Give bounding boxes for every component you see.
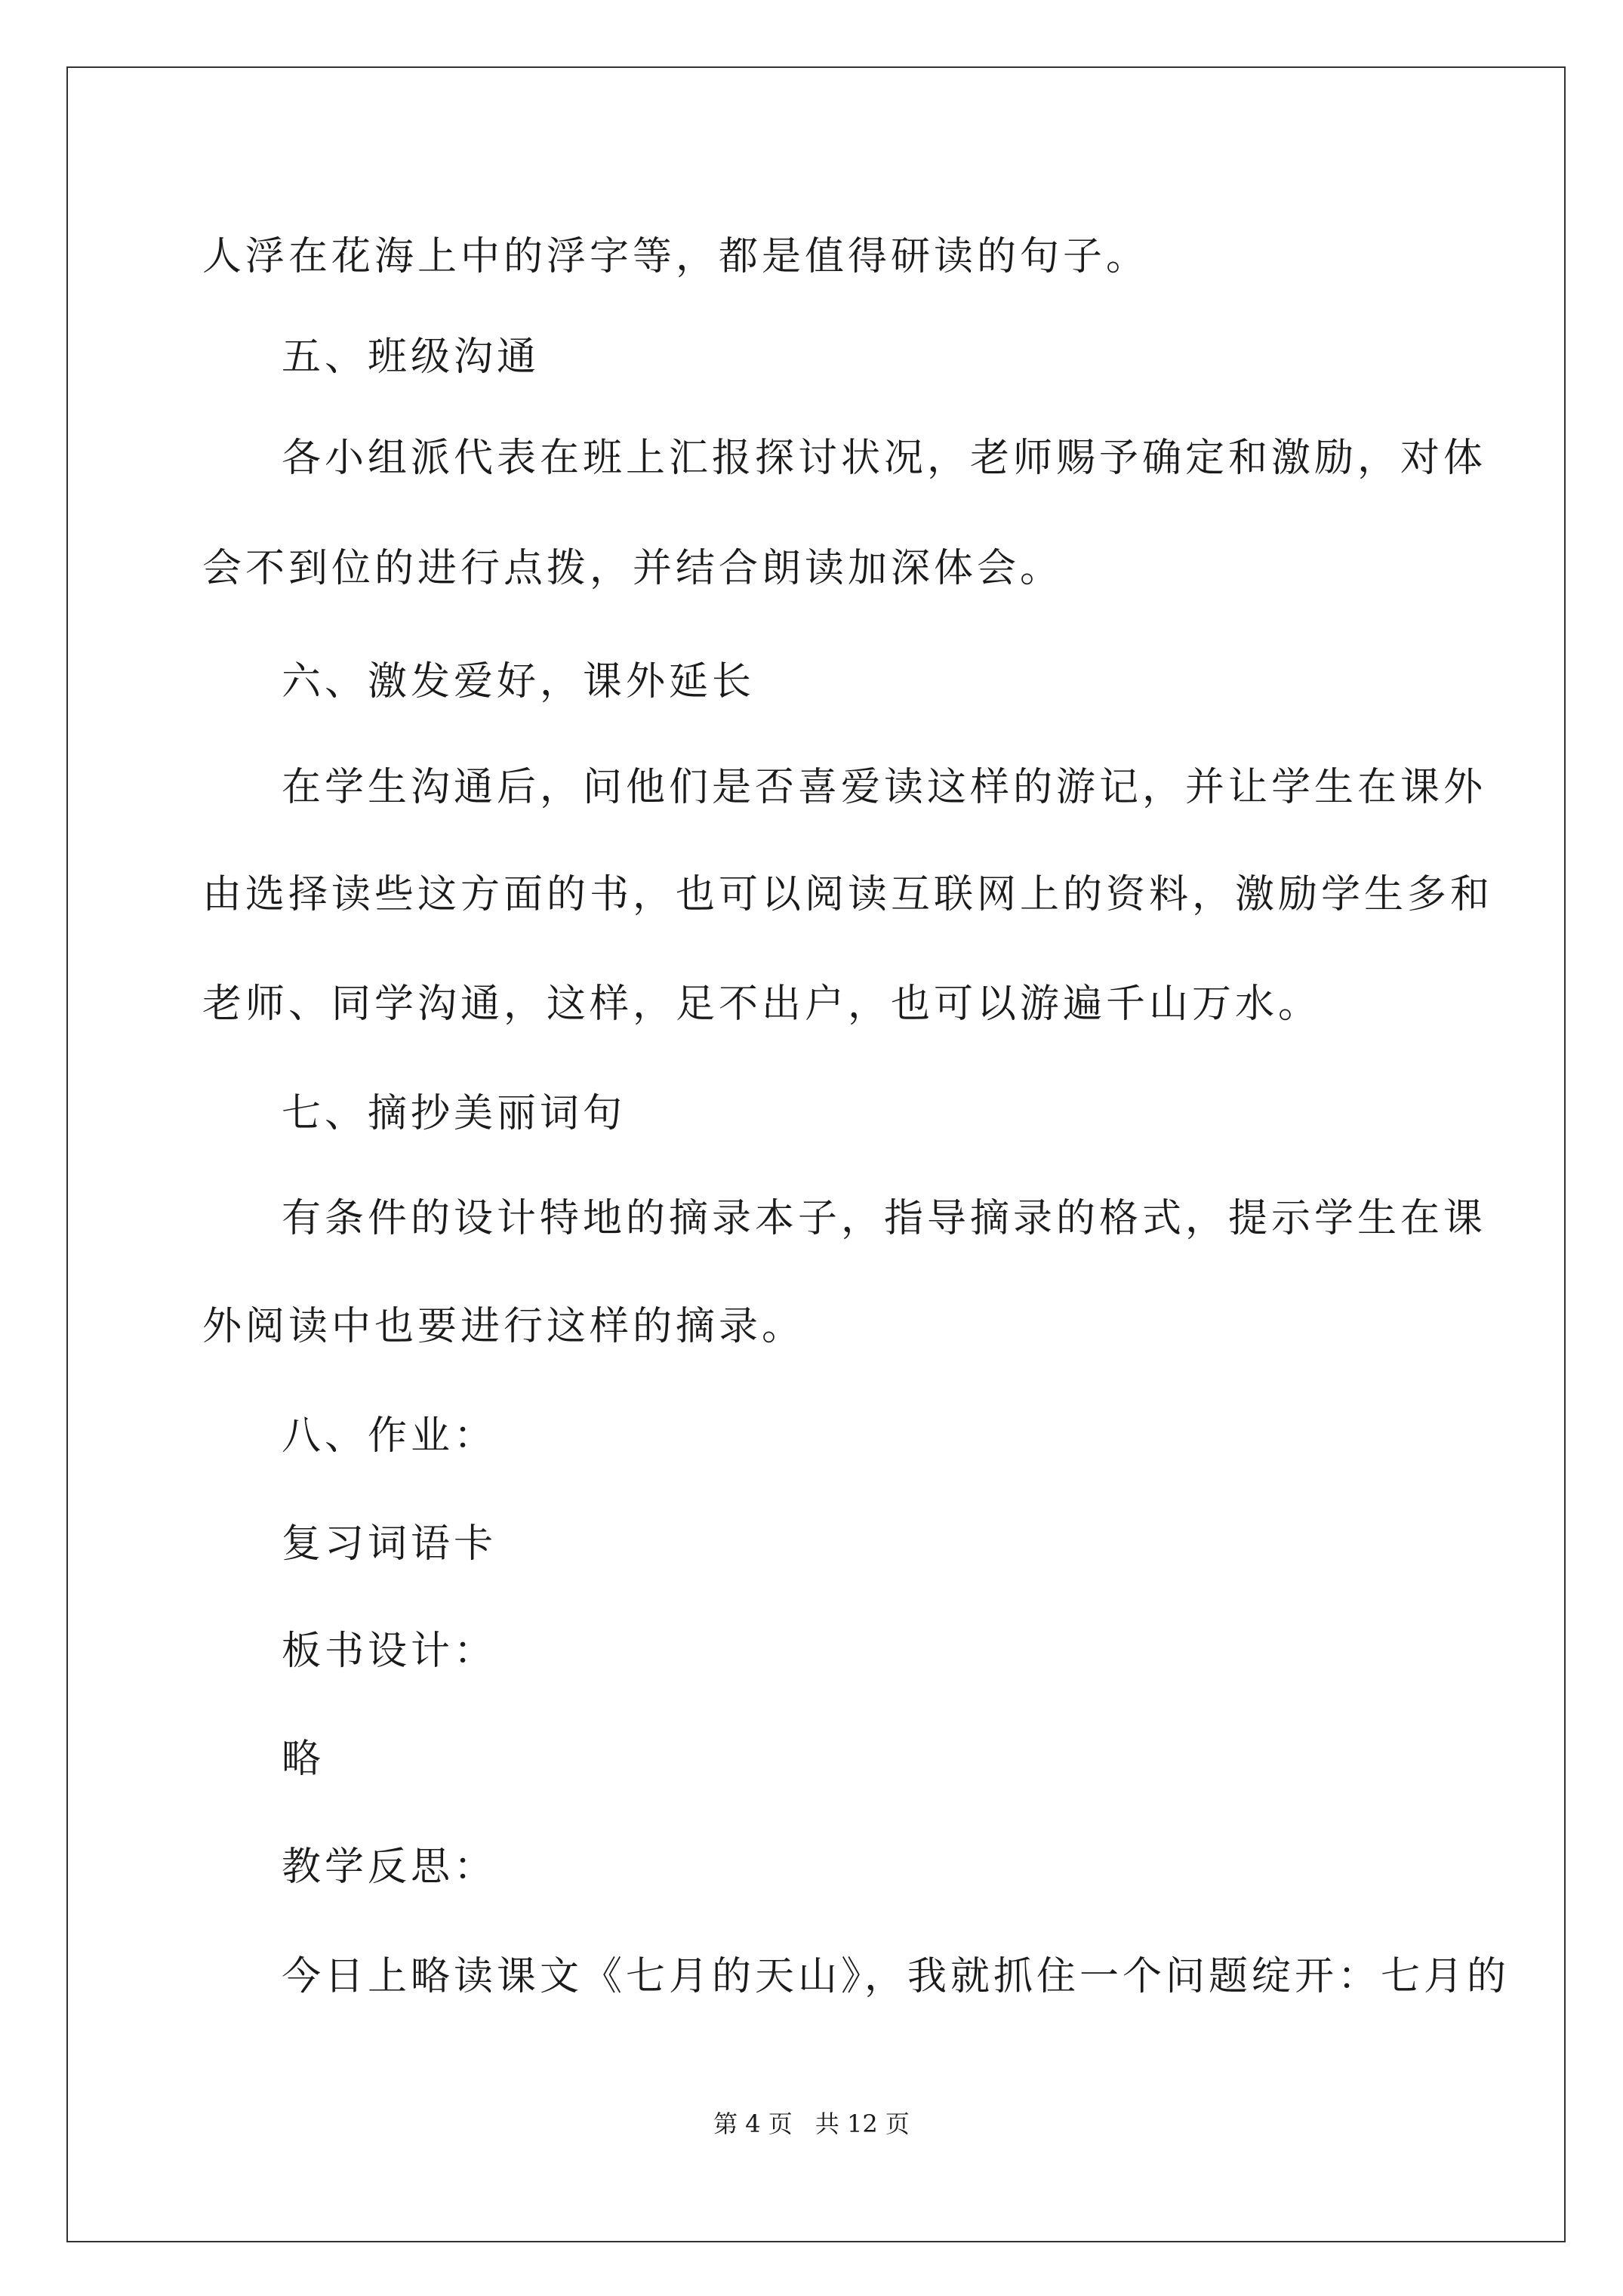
section-heading: 板书设计： [282,1629,497,1674]
section-heading: 教学反思： [282,1845,497,1890]
paragraph-line: 今日上略读课文《七月的天山》，我就抓住一个问题绽开：七月的 [282,1954,1511,1999]
page-total: 共 12 页 [815,2110,910,2138]
page-footer [0,2109,1623,2139]
section-heading: 六、激发爱好，课外延长 [282,659,756,704]
paragraph-line: 有条件的设计特地的摘录本子，指导摘录的格式，提示学生在课 [282,1196,1487,1241]
paragraph-line: 老师、同学沟通，这样，足不出户，也可以游遍千山万水。 [202,982,1322,1027]
paragraph-line: 外阅读中也要进行这样的摘录。 [202,1304,805,1349]
paragraph-line: 在学生沟通后，问他们是否喜爱读这样的游记，并让学生在课外 [282,765,1487,810]
paragraph-line: 复习词语卡 [282,1521,497,1567]
page-border [66,66,1566,2242]
section-heading: 八、作业： [282,1413,497,1459]
section-heading: 五、班级沟通 [282,334,540,380]
section-heading: 七、摘抄美丽词句 [282,1091,627,1136]
paragraph-line: 各小组派代表在班上汇报探讨状况，老师赐予确定和激励，对体 [282,436,1487,481]
paragraph-line: 略 [282,1737,325,1782]
paragraph-line: 人浮在花海上中的浮字等，都是值得研读的句子。 [202,234,1150,279]
paragraph-line: 会不到位的进行点拨，并结合朗读加深体会。 [202,546,1064,591]
page-number: 第 4 页 [713,2110,793,2138]
paragraph-line: 由选择读些这方面的书，也可以阅读互联网上的资料，激励学生多和 [202,872,1494,917]
